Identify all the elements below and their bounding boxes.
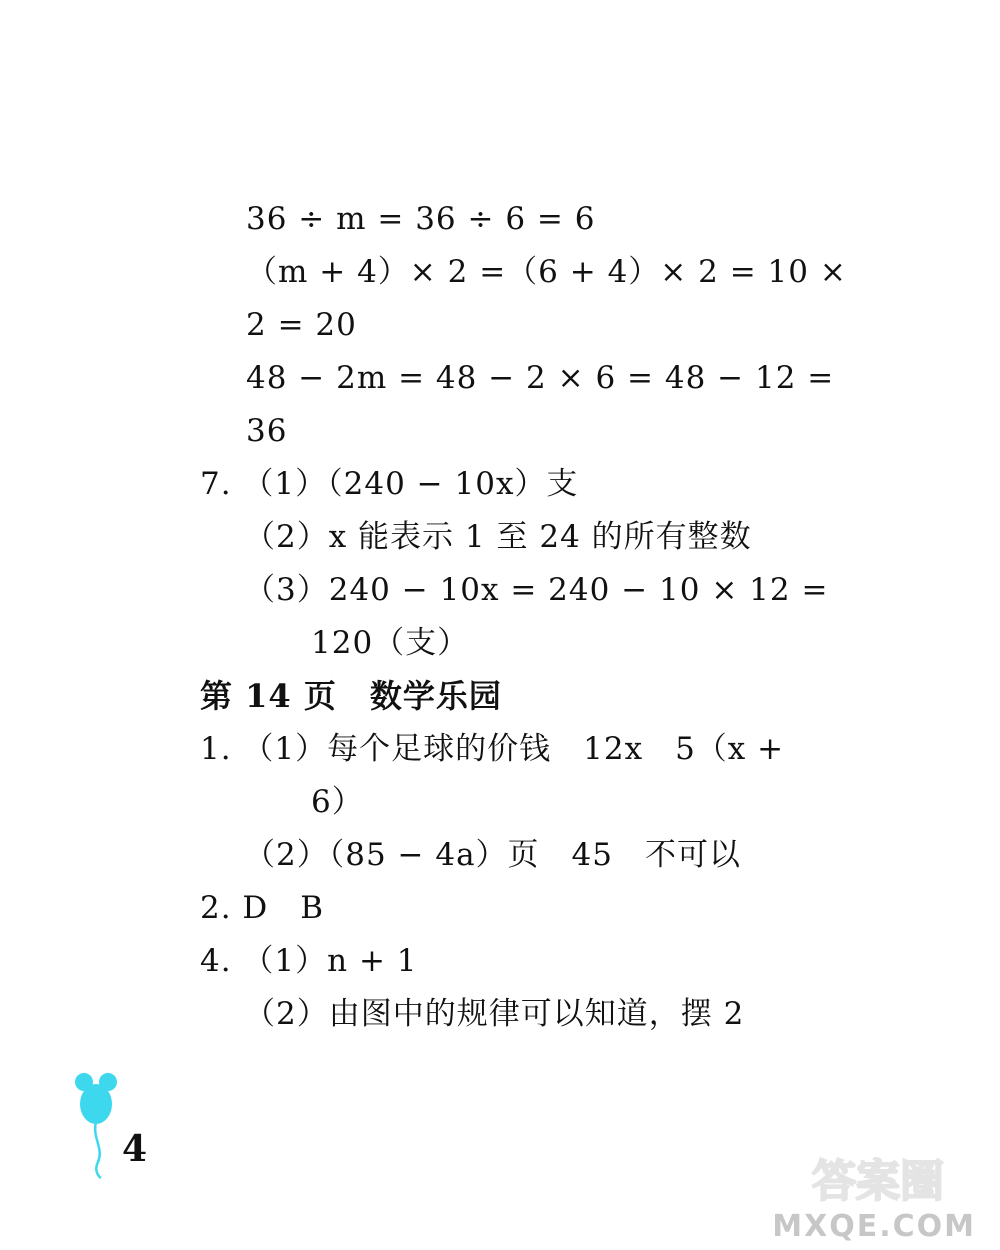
answer-line: 120（支） bbox=[311, 625, 470, 661]
section-heading: 第 14 页 数学乐园 bbox=[200, 677, 502, 715]
watermark-logo bbox=[806, 1150, 976, 1210]
page-number: 4 bbox=[122, 1128, 148, 1170]
watermark-url: MXQE.COM bbox=[772, 1209, 976, 1244]
watermark-logo-text: 答案圈 bbox=[812, 1156, 944, 1207]
question-1-part-1: 1. （1）每个足球的价钱 12x 5（x + bbox=[200, 731, 785, 767]
answer-line: 36 bbox=[246, 413, 288, 449]
question-2-answer: 2. D B bbox=[200, 890, 325, 926]
answer-line: （m + 4）× 2 =（6 + 4）× 2 = 10 × bbox=[246, 254, 847, 290]
mouse-icon bbox=[74, 1070, 120, 1180]
answer-line: 6） bbox=[311, 784, 364, 820]
question-7-part-2: （2）x 能表示 1 至 24 的所有整数 bbox=[244, 519, 752, 555]
answer-line: 36 ÷ m = 36 ÷ 6 = 6 bbox=[246, 201, 596, 237]
question-4-part-1: 4. （1）n + 1 bbox=[200, 943, 418, 979]
question-1-part-2: （2）（85 − 4a）页 45 不可以 bbox=[244, 837, 742, 873]
question-7-part-1: 7. （1）（240 − 10x）支 bbox=[200, 466, 579, 502]
question-7-part-3: （3）240 − 10x = 240 − 10 × 12 = bbox=[244, 572, 829, 608]
answer-line: 48 − 2m = 48 − 2 × 6 = 48 − 12 = bbox=[246, 360, 835, 396]
question-4-part-2: （2）由图中的规律可以知道，摆 2 bbox=[244, 996, 745, 1032]
answer-line: 2 = 20 bbox=[246, 307, 357, 343]
